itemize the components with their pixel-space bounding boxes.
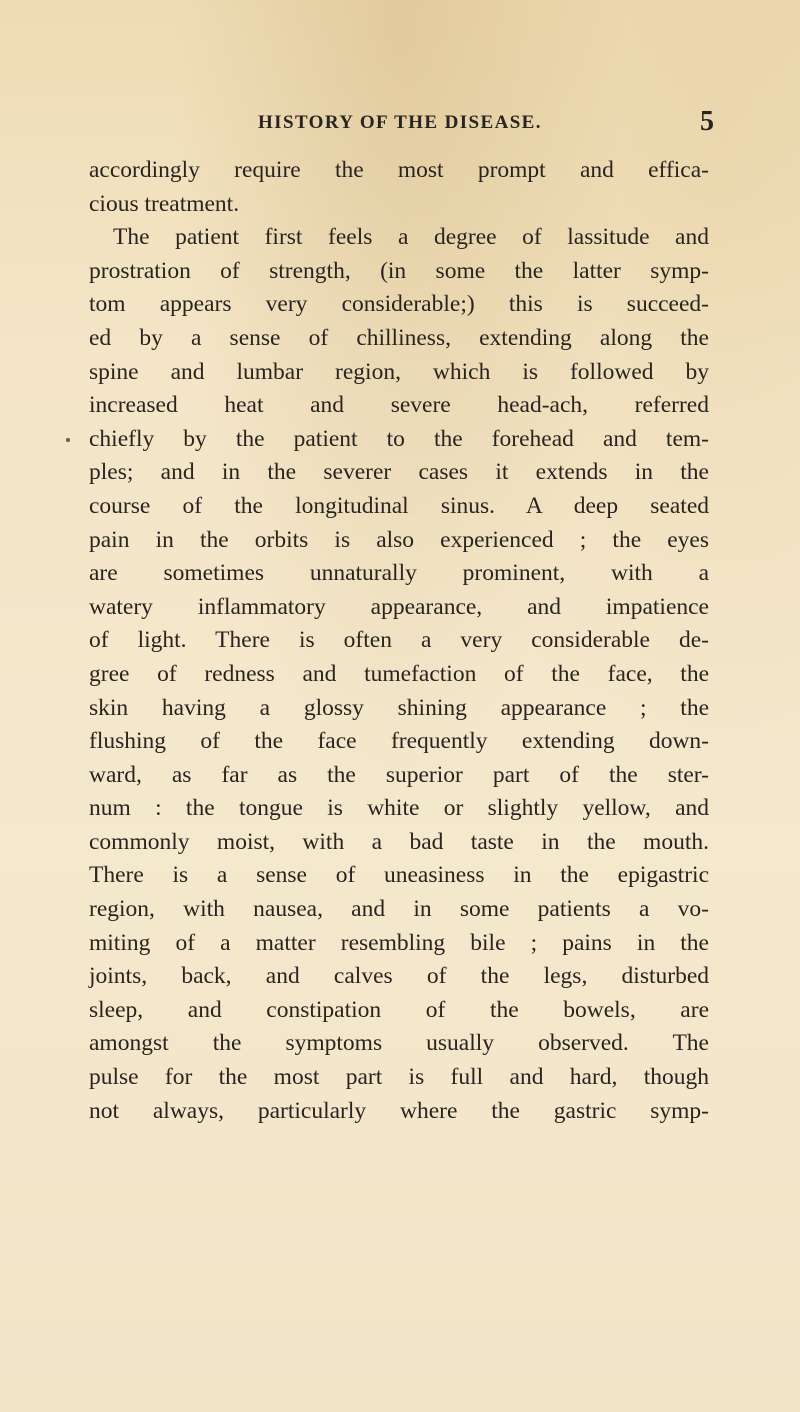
text-line: miting of a matter resembling bile ; pains in the bbox=[89, 929, 709, 956]
running-head: HISTORY OF THE DISEASE. bbox=[258, 112, 542, 133]
paragraph-first-line: The patient first feels a degree of lassitude and bbox=[113, 224, 709, 251]
text-line: pulse for the most part is full and hard, though bbox=[89, 1064, 709, 1091]
text-line: chiefly by the patient to the forehead and tem- bbox=[89, 425, 709, 452]
text-line: ed by a sense of chilliness, extending along the bbox=[89, 324, 709, 351]
text-line: accordingly require the most prompt and effica- bbox=[89, 157, 709, 183]
text-line: of light. There is often a very considerable de- bbox=[89, 627, 709, 654]
text-line: There is a sense of uneasiness in the epigastric bbox=[89, 862, 709, 889]
text-line: num : the tongue is white or slightly yellow, and bbox=[89, 795, 709, 822]
text-line: region, with nausea, and in some patients a vo- bbox=[89, 896, 709, 923]
text-line: increased heat and severe head-ach, referred bbox=[89, 392, 709, 419]
text-line: tom appears very considerable;) this is succeed- bbox=[89, 291, 709, 318]
text-line: not always, particularly where the gastric symp- bbox=[89, 1097, 709, 1124]
text-line: ward, as far as the superior part of the ster- bbox=[89, 761, 709, 788]
text-line: skin having a glossy shining appearance ; the bbox=[89, 694, 709, 721]
text-line: sleep, and constipation of the bowels, are bbox=[89, 996, 709, 1023]
text-line: cious treatment. bbox=[89, 190, 240, 217]
text-line: course of the longitudinal sinus. A deep seated bbox=[89, 492, 709, 519]
text-line: amongst the symptoms usually observed. The bbox=[89, 1030, 709, 1057]
text-line: gree of redness and tumefaction of the face, the bbox=[89, 660, 709, 687]
text-line: prostration of strength, (in some the latter symp- bbox=[89, 257, 709, 284]
text-line: flushing of the face frequently extending down- bbox=[89, 728, 709, 755]
text-line: spine and lumbar region, which is followed by bbox=[89, 358, 709, 385]
text-line: watery inflammatory appearance, and impatience bbox=[89, 593, 709, 620]
body-text bbox=[89, 154, 709, 1128]
page-number: 5 bbox=[700, 106, 714, 137]
margin-speck bbox=[66, 438, 70, 442]
text-line: are sometimes unnaturally prominent, with a bbox=[89, 560, 709, 587]
text-line: commonly moist, with a bad taste in the mouth. bbox=[89, 828, 709, 855]
text-line: joints, back, and calves of the legs, disturbed bbox=[89, 963, 709, 990]
text-line: pain in the orbits is also experienced ; the eyes bbox=[89, 526, 709, 553]
text-line: ples; and in the severer cases it extends in the bbox=[89, 459, 709, 486]
page-header bbox=[0, 106, 800, 142]
